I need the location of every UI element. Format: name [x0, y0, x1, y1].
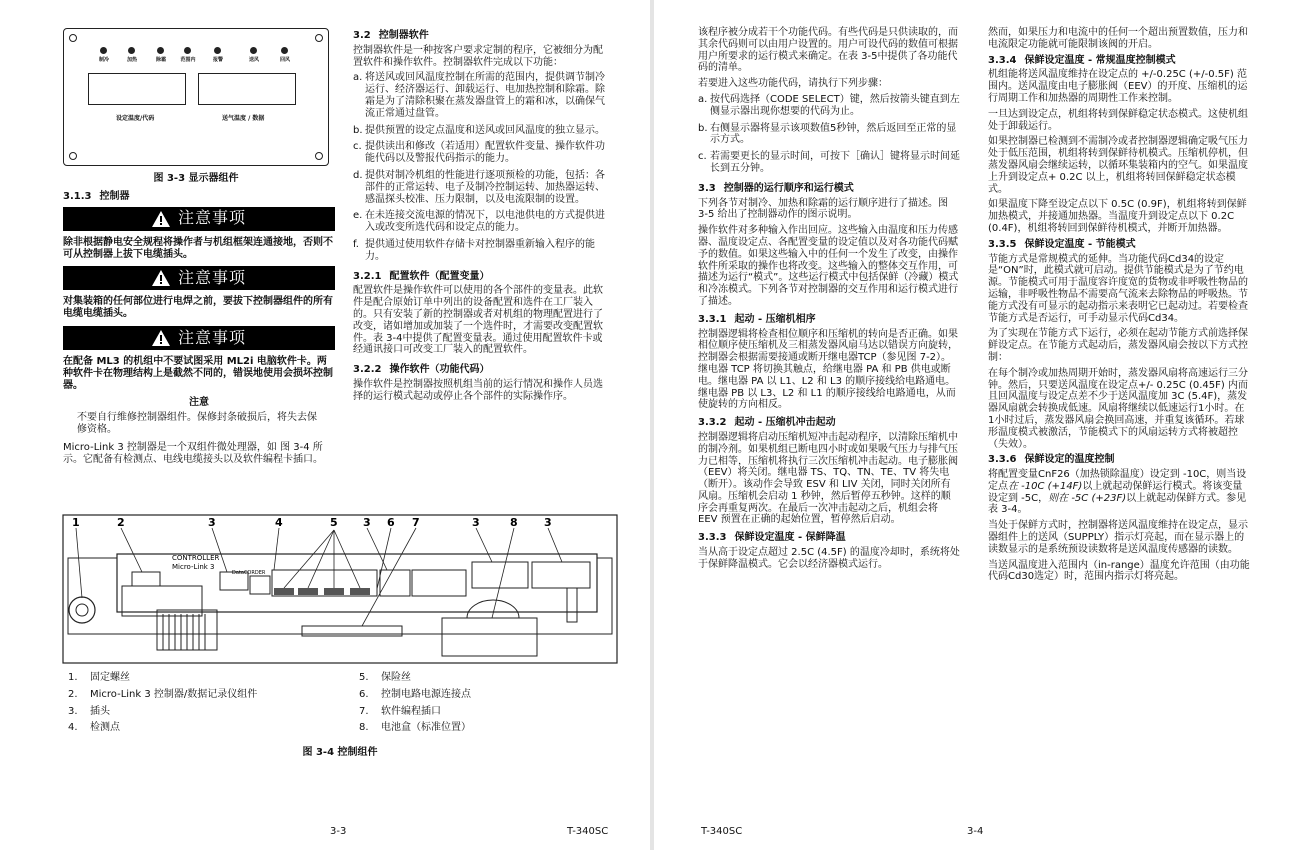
- right-page-column-1: [698, 27, 960, 575]
- page-3-4: [654, 0, 1304, 850]
- caution-text: 对集装箱的任何部位进行电焊之前，要拔下控制器组件的所有电缆电缆插头。: [63, 296, 333, 320]
- display-panel-figure: [63, 28, 329, 166]
- callout-label: 2: [117, 516, 125, 529]
- section-3-2-2-text: 操作软件是控制器按照机组当前的运行情况和操作人员选择的运行模式起动或停止各个部件的实际操作序。: [353, 378, 603, 402]
- led-icon: [100, 47, 107, 54]
- led-icon: [214, 47, 221, 54]
- legend-item: 8. 电池盒（标准位置）: [359, 722, 471, 734]
- legend-item: 6. 控制电路电源连接点: [359, 688, 471, 700]
- led-icon: [281, 47, 288, 54]
- paragraph: 一旦达到设定点，机组将转到保鲜稳定状态模式。这使机组处于卸载运行。: [988, 108, 1248, 132]
- section-heading-3-2-1: 3.2.1 配置软件（配置变量）: [353, 270, 490, 282]
- note-title: 注意: [189, 397, 209, 409]
- paragraph: 当处于保鲜方式时，控制器将送风温度维持在设定点，显示器组件上的送风（SUPPLY）指示灯亮起，而在显示器上的读数显示的是系统预设读数将是送风温度传感器的读数。: [988, 520, 1248, 555]
- caution-label: 注意事项: [177, 267, 246, 287]
- screw-icon: [69, 34, 77, 42]
- section-heading-3-3: 3.3 控制器的运行顺序和运行模式: [698, 182, 854, 194]
- setpoint-display: [88, 73, 186, 105]
- note-text: 不要自行维修控制器组件。保修封条破损后，将失去保修资格。: [77, 412, 317, 435]
- figure-legend-right: [359, 672, 599, 739]
- function-item: b. 提供预置的设定点温度和送风或回风温度的独立显示。: [353, 124, 605, 136]
- figure-legend-left: [68, 672, 328, 739]
- paragraph: 然而，如果压力和电流中的任何一个超出预置数值，压力和电流限定功能就可能限制该阀的开启。: [988, 27, 1248, 50]
- function-item: c. 提供读出和修改（若适用）配置软件变量、操作软件功能代码以及警报代码指示的能力。: [353, 141, 605, 165]
- caution-text: 在配备 ML3 的机组中不要试图采用 ML2i 电脑软件卡。两种软件卡在物理结构上是截然不同的，错误地使用会损坏控制器。: [63, 355, 333, 391]
- legend-item: 1. 固定螺丝: [68, 672, 130, 683]
- callout-label: 6: [387, 516, 395, 529]
- section-heading-3-3-2: 3.3.2 起动 - 压缩机冲击起动: [698, 417, 836, 429]
- supply-display-label: 送气温度 / 数据: [222, 115, 265, 122]
- section-heading-3-2-2: 3.2.2 操作软件（功能代码）: [353, 364, 490, 376]
- led-label: 送风: [248, 57, 259, 63]
- screw-icon: [69, 152, 77, 160]
- caution-banner: [63, 326, 335, 350]
- paragraph: 当从高于设定点超过 2.5C (4.5F) 的温度冷却时，系统将处于保鲜降温模式。它会以经济器模式运行。: [698, 547, 960, 570]
- controller-label-mid: DataCORDER: [232, 570, 266, 576]
- controller-label-line2: Micro-Link 3: [172, 563, 215, 571]
- step-item: a. 按代码选择（CODE SELECT）键，然后按箭头键直到左侧显示器出现你想要的代码为止。: [698, 93, 960, 117]
- page-number: 3-4: [967, 826, 984, 837]
- section-3-2-1-text: 配置软件是操作软件可以使用的各个部件的变量表。此软件是配合原始订单中列出的设备配置和选件在工厂装入的。只有安装了新的控制器或者对机组的物理配置进行了改变，诸如增加或加装了一个选件时，才需要改变配置软件。表 3-4中提供了配置变量表。通过使用配置软件卡或经通讯接口可改变工厂装入的配置软件。: [353, 285, 603, 356]
- section-3-2-intro: 控制器软件是一种按客户要求定制的程序，它被细分为配置软件和操作软件。控制器软件完成以下功能：: [353, 44, 603, 68]
- led-icon: [157, 47, 164, 54]
- legend-item: 3. 插头: [68, 705, 110, 717]
- intro-paragraph: Micro-Link 3 控制器是一个双组件微处理器，如 图 3-4 所示。它配备有检测点、电线电缆接头以及软件编程卡插口。: [63, 441, 323, 465]
- callout-label: 1: [72, 516, 80, 529]
- callout-label: 5: [330, 516, 338, 529]
- function-item: e. 在未连接交流电源的情况下，以电池供电的方式提供进入或改变所选代码和设定点的能力。: [353, 210, 605, 234]
- paragraph: 如果温度下降至设定点以下 0.5C (0.9F)，机组将转到保鲜加热模式，并接通加热器。当温度升到设定点以下 0.2C (0.4F)，机组将转回到保鲜待机模式，并断开加热器。: [988, 199, 1247, 234]
- led-icon: [128, 47, 135, 54]
- warning-icon: [152, 330, 170, 346]
- section-heading-3-2: 3.2 控制器软件: [353, 30, 429, 41]
- paragraph: 当送风温度进入范围内（in-range）温度允许范围（由功能代码Cd30选定）时，范围内指示灯将亮起。: [988, 559, 1250, 583]
- led-label: 加热: [126, 57, 137, 63]
- figure-3-3-caption: 图 3-3 显示器组件: [153, 173, 239, 184]
- led-icon: [250, 47, 257, 54]
- page-number: 3-3: [330, 826, 347, 837]
- callout-label: 8: [510, 516, 518, 529]
- paragraph: 机组能将送风温度维持在设定点的 +/-0.25C (+/-0.5F) 范围内。送风温度由电子膨胀阀（EEV）的开度、压缩机的运行周期工作和加热器的周期性工作来控制。: [988, 69, 1248, 104]
- caution-label: 注意事项: [177, 327, 246, 347]
- section-heading-3-3-1: 3.3.1 起动 - 压缩机相序: [698, 313, 816, 325]
- paragraph: 如果控制器已检测到不需制冷或者控制器逻辑确定吸气压力处于低压范围，机组将转到保鲜待机模式。压缩机停机，但蒸发器风扇会继续运转，以循环集装箱内的空气。如果温度上升到设定点+ 0.2C 以上，机组将转回保鲜稳定状态模式。: [988, 136, 1248, 195]
- paragraph: 控制器逻辑将检查相位顺序和压缩机的转向是否正确。如果相位顺序使压缩机及三相蒸发器风扇马达以错误方向旋转，控制器会根据需要接通或断开继电器TCP（参见图 7-2）。继电器 TCP 将切换其触点，给继电器 PA 和 PB 供电或断电。继电器 PA 以 L1、L2 和 L3 的顺序接线给电路通电。继电器 PB 以 L3、L2 和 L1 的顺序接线给电路通电，从而使旋转的方向相反。: [698, 328, 958, 411]
- callout-label: 3: [208, 516, 216, 529]
- led-label: 回风: [279, 57, 290, 63]
- caution-text: 除非根据静电安全规程将操作者与机组框架连通接地，否则不可从控制器上拔下电缆插头。: [63, 236, 333, 260]
- right-column-left-page: [353, 27, 611, 407]
- step-item: b. 右侧显示器将显示该项数值5秒钟，然后返回至正常的显示方式。: [698, 122, 957, 146]
- paragraph: 控制器逻辑将启动压缩机短冲击起动程序，以清除压缩机中的制冷剂。如果机组已断电四小时或如果吸气压力与排气压力已相等，压缩机将执行三次压缩机冲击起动。电子膨胀阀（EEV）将关闭。继电器 TS、TQ、TN、TE、TV 将失电（断开）。该动作会导致 ESV 和 LIV 关闭，同时关闭所有风扇。压缩机会启动 1 秒钟，然后暂停五秒钟。这样的顺序会再重复两次。在最后一次冲击起动之后，机组会将 EEV 预置在正确的起始位置，暂停然后启动。: [698, 431, 958, 526]
- paragraph: 若要进入这些功能代码，请执行下列步骤：: [698, 78, 888, 90]
- setpoint-display-label: 设定温度/代码: [116, 115, 155, 122]
- section-heading-3-1-3: 3.1.3 控制器: [63, 191, 130, 202]
- led-label: 报警: [212, 57, 223, 63]
- callout-label: 7: [412, 516, 420, 529]
- paragraph: 操作软件对多种输入作出回应。这些输入由温度和压力传感器、温度设定点、各配置变量的设定值以及对各功能代码赋予的数值。如果这些输入中的任何一个发生了改变，由操作软件所采取的操作也将改变。这些输入的整体交互作用，可描述为运行“模式”。这些运行模式中包括保鲜（冷藏）模式和冷冻模式。下列各节对控制器的交互作用和运行模式进行了描述。: [698, 225, 959, 307]
- step-item: c. 若需要更长的显示时间，可按下［确认］键将显示时间延长到五分钟。: [698, 151, 960, 174]
- led-icon: [184, 47, 191, 54]
- legend-item: 7. 软件编程插口: [359, 705, 441, 717]
- section-heading-3-3-3: 3.3.3 保鲜设定温度 - 保鲜降温: [698, 532, 846, 544]
- section-heading-3-3-4: 3.3.4 保鲜设定温度 - 常规温度控制模式: [988, 54, 1176, 66]
- right-page-column-2: [988, 27, 1250, 587]
- callout-label: 3: [544, 516, 552, 529]
- led-label: 制冷: [98, 57, 109, 63]
- section-heading-3-3-6: 3.3.6 保鲜设定的温度控制: [988, 454, 1115, 466]
- paragraph: 节能方式是常规模式的延伸。当功能代码Cd34的设定是“ON”时，此模式就可启动。提供节能模式是为了节约电源。节能模式可用于温度容许度宽的货物或非呼吸性物品的运输，非呼吸性物品不需要高气流来去除物品的呼吸热。节能方式没有可显示的起动指示来表明它已起动过。若要检查节能方式是否运行，可手动显示代码Cd34。: [988, 253, 1248, 324]
- paragraph: 为了实现在节能方式下运行，必须在起动节能方式前选择保鲜设定点。在节能方式起动后，蒸发器风扇会按以下方式控制：: [988, 328, 1248, 363]
- controller-label-line1: CONTROLLER: [172, 554, 220, 562]
- callout-label: 3: [472, 516, 480, 529]
- supply-display: [198, 73, 296, 105]
- screw-icon: [69, 597, 95, 623]
- led-label: 范围内: [180, 57, 196, 63]
- screw-icon: [315, 152, 323, 160]
- caution-label: 注意事项: [177, 208, 246, 228]
- figure-3-4-caption: 图 3-4 控制组件: [302, 747, 378, 758]
- warning-icon: [152, 211, 170, 227]
- callout-label: 3: [363, 516, 371, 529]
- screw-icon: [315, 34, 323, 42]
- paragraph: 将配置变量CnF26（加热锁除温度）设定到 -10C，则当设定点在 -10C (+14F)以上就起动保鲜运行模式。将该变量设定到 -5C，则在 -5C (+23F)以上就起动保鲜方式。参见 表 3-4。: [988, 469, 1247, 516]
- section-heading-3-3-5: 3.3.5 保鲜设定温度 - 节能模式: [988, 238, 1136, 250]
- paragraph: 在每个制冷或加热周期开始时，蒸发器风扇将高速运行三分钟。然后，只要送风温度在设定点+/- 0.25C (0.45F) 内而且回风温度与设定点差不少于送风温度加 3C (5.4F)，蒸发器风扇就会转换成低速。风扇将继续以低速运行1小时。在1小时过后，蒸发器风扇会换回高速，并重复该循环。若球形温度模式被激活，节能模式下的风扇运转方式将被超控（失效）。: [988, 367, 1248, 450]
- function-item: f. 提供通过使用软件存储卡对控制器重新输入程序的能力。: [353, 238, 595, 262]
- model-number: T-340SC: [567, 826, 609, 837]
- caution-banner: [63, 266, 335, 290]
- legend-item: 4. 检测点: [68, 722, 120, 734]
- function-item: d. 提供对制冷机组的性能进行逐项预检的功能，包括：各部件的正常运转、电子及制冷控制运转、加热器运转、感温探头校准、压力限制，以及电流限制的设置。: [353, 169, 605, 205]
- function-item: a. 将送风或回风温度控制在所需的范围内，提供调节制冷运行、经济器运行、卸载运行、电加热控制和除霜。除霜是为了清除积聚在蒸发器盘管上的霜和冰，以确保气流正常通过盘管。: [353, 72, 605, 119]
- controller-diagram: [62, 514, 618, 664]
- callout-label: 4: [275, 516, 283, 529]
- page-3-3: [0, 0, 650, 850]
- warning-icon: [152, 270, 170, 286]
- led-label: 除霜: [155, 57, 166, 63]
- controller-diagram-svg: [62, 514, 618, 664]
- legend-item: 2. Micro-Link 3 控制器/数据记录仪组件: [68, 688, 258, 700]
- caution-banner: [63, 207, 335, 231]
- left-column: [63, 188, 335, 465]
- paragraph: 该程序被分成若干个功能代码。有些代码是只供读取的，而其余代码则可以由用户设置的。用户可设代码的数值可根据用户所要求的运行模式来确定。在表 3-5中提供了各功能代码的清单。: [698, 27, 958, 74]
- legend-item: 5. 保险丝: [359, 672, 411, 683]
- paragraph: 下列各节对制冷、加热和除霜的运行顺序进行了描述。图 3-5 给出了控制器动作的图示说明。: [698, 197, 948, 221]
- model-number: T-340SC: [701, 826, 743, 837]
